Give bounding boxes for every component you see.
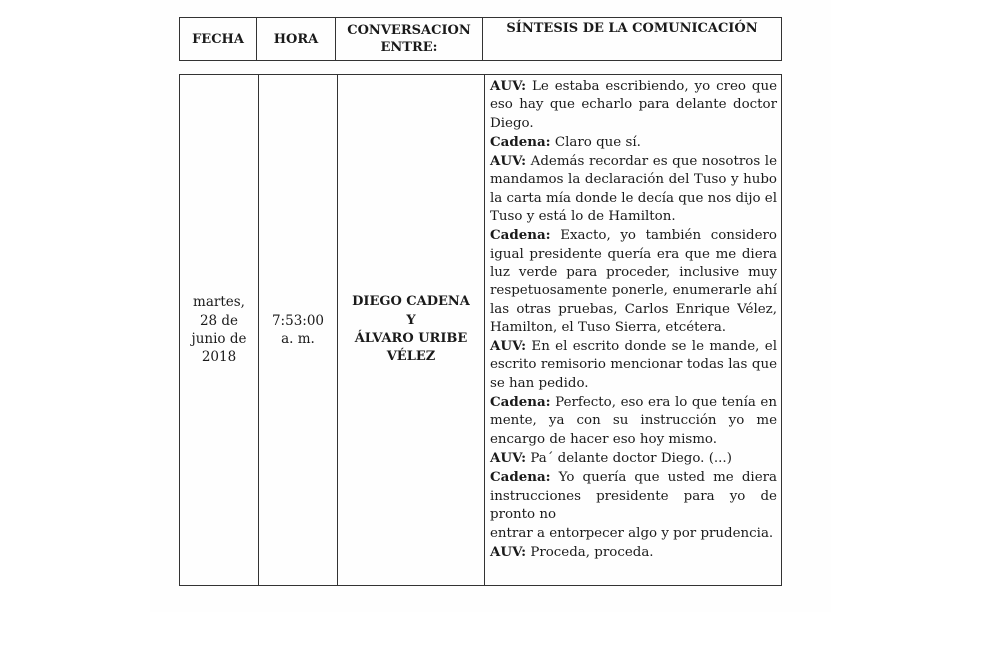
speaker-label: AUV: [490, 338, 527, 355]
fecha-line: martes, [193, 294, 245, 311]
dialogue-cell [485, 75, 782, 586]
speaker-label: Cadena: [490, 394, 551, 411]
header-table [179, 17, 782, 61]
dialogue-text: Claro que sí. [550, 134, 641, 150]
fecha-line: junio de [191, 331, 247, 347]
dialogue-line [490, 77, 777, 133]
dialogue-text: Perfecto, eso era lo que tenía en mente, ya con su instrucción yo me encargo de hacer eso hoy mismo. [490, 395, 777, 447]
dialogue-text: Le estaba escribiendo, yo creo que eso hay que echarlo para delante doctor Diego. [490, 79, 777, 131]
table-row [180, 75, 782, 586]
dialogue-text: entrar a entorpecer algo y por prudencia. [490, 526, 774, 542]
dialogue-text: Yo quería que usted me diera instrucciones presidente para yo de pronto no [490, 470, 777, 522]
header-row [180, 18, 782, 61]
dialogue-line [490, 226, 777, 337]
participants-cell [338, 75, 485, 586]
participant-line: DIEGO CADENA [352, 294, 470, 310]
header-hora: HORA [257, 18, 336, 61]
fecha-cell [180, 75, 259, 586]
dialogue-text: Pa´ delante doctor Diego. (...) [526, 450, 732, 466]
fecha-line: 2018 [201, 349, 237, 366]
participant-line: VÉLEZ [386, 349, 436, 365]
speaker-label: Cadena: [490, 469, 551, 486]
dialogue-line [490, 393, 777, 449]
dialogue-line [490, 468, 777, 524]
dialogue-line [490, 543, 777, 562]
dialogue-text: Además recordar es que nosotros le mandamos la declaración del Tuso y hubo la carta mía donde le decía que nos dijo el Tuso y está lo de Hamilton. [490, 154, 777, 225]
header-fecha: FECHA [180, 18, 257, 61]
hora-cell [259, 75, 338, 586]
dialogue-line [490, 133, 777, 152]
speaker-label: Cadena: [490, 227, 551, 244]
dialogue-line [490, 337, 777, 393]
header-conversacion: CONVERSACION ENTRE: [336, 18, 483, 61]
participant-line: ÁLVARO URIBE [354, 331, 468, 346]
dialogue-line [490, 152, 777, 226]
speaker-label: AUV: [490, 544, 527, 561]
conversation-table [179, 74, 782, 586]
dialogue-line [490, 524, 777, 543]
dialogue-text: En el escrito donde se le mande, el escrito remisorio mencionar todas las que se han pedido. [490, 339, 777, 391]
speaker-label: AUV: [490, 449, 527, 466]
fecha-line: 28 de [199, 312, 239, 329]
hora-line: a. m. [281, 331, 315, 347]
dialogue-line [490, 449, 777, 468]
hora-line: 7:53:00 [271, 312, 325, 329]
speaker-label: AUV: [490, 153, 527, 170]
dialogue-text: Proceda, proceda. [526, 545, 654, 561]
header-sintesis: SÍNTESIS DE LA COMUNICACIÓN [483, 18, 782, 61]
dialogue-text: Exacto, yo también considero igual presidente quería era que me diera luz verde para proceder, inclusive muy respetuosamente ponerle, enumerarle ahí las otras pruebas, Carlos Enrique Vélez, Hamilton, el Tuso Sierra, etcétera. [490, 228, 777, 335]
speaker-label: AUV: [490, 78, 527, 94]
speaker-label: Cadena: [490, 133, 551, 150]
participant-line: Y [406, 312, 416, 328]
